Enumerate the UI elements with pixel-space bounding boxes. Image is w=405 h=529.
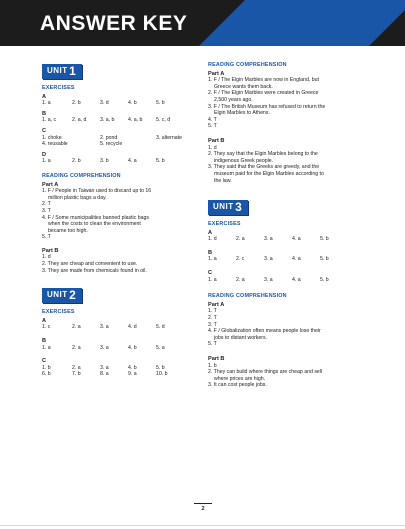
unit-1-part-a-label: Part A xyxy=(42,181,59,188)
unit-3-ex-b-label: B xyxy=(208,249,213,256)
unit-1-ex-c-label: C xyxy=(42,127,47,134)
page-header xyxy=(0,0,405,46)
unit-1-ex-d-label: D xyxy=(42,151,47,158)
unit-2-ex-a-label: A xyxy=(42,317,47,324)
unit-2-rc-title: READING COMPREHENSION xyxy=(208,62,287,68)
unit-2-ex-c-answers-row2: 6. b 7. b 8. a 9. a 10. b xyxy=(42,371,168,378)
unit-2-ex-b-label: B xyxy=(42,338,47,345)
unit-3-part-a-answers: 1. T 2. T 3. T 4. F / Globalization often means people lose their jobs to distant workers. 5. T xyxy=(208,308,321,348)
unit-1-part-a-answers: 1. F / People in Taiwan used to discard up to 16 million plastic bags a day. 2. T 3. T 4. F / Some municipalities banned plastic bags when the costs to clean the environment became too high. 5. T xyxy=(42,188,152,241)
unit-1-rc-title: READING COMPREHENSION xyxy=(42,172,121,179)
unit-3-exercises-title: EXERCISES xyxy=(208,221,241,228)
unit-2-part-b-label: Part B xyxy=(208,137,225,144)
unit-1-ex-c-answers-row1: 1. choke 2. pond 3. alternate xyxy=(42,134,182,141)
unit-1-part-b-label: Part B xyxy=(42,247,59,254)
unit-2-part-b-answers: 1. d 2. They say that the Elgin Marbles belong to the indigenous Greek people. 3. They said that the Greeks are greedy, and the museum paid for the Elgin Marbles according to the law. xyxy=(208,144,324,184)
unit-3-rc-title: READING COMPREHENSION xyxy=(208,293,287,300)
right-column xyxy=(208,62,368,389)
unit-2-part-a-answers: 1. F / The Elgin Marbles are now in England, but Greece wants them back. 2. F / The Elgin Marbles were created in Greece 2,500 years ago. 3. F / The British Museum has refused to return the Elgin Marbles to Athens. 4. T 5. T xyxy=(208,77,326,130)
unit-1-ex-a-label: A xyxy=(42,93,47,100)
unit-3-part-a-label: Part A xyxy=(208,301,225,308)
unit-2-ex-a-answers: 1. c 2. a 3. a 4. d 5. d xyxy=(42,324,165,331)
page-number-rule xyxy=(194,503,212,504)
unit-1-ex-a-answers: 1. a 2. b 3. d 4. b 5. b xyxy=(42,100,165,107)
unit-3-ex-a-label: A xyxy=(208,229,213,236)
unit-1-ex-c-answers-row2: 4. reusable 5. recycle xyxy=(42,141,123,148)
unit-3-ex-c-label: C xyxy=(208,270,213,277)
unit-1-ex-d-answers: 1. a 2. b 3. b 4. a 5. b xyxy=(42,158,165,165)
unit-3-badge: UNIT 3 xyxy=(208,200,248,215)
unit-1-badge: UNIT 1 xyxy=(42,64,82,79)
unit-3-part-b-answers: 1. b 2. They can build where things are cheap and sell where prices are high. 3. It can cost people jobs. xyxy=(208,362,323,389)
unit-1-part-b-answers: 1. d 2. They are cheap and convenient to use. 3. They are made from chemicals found in oil. xyxy=(42,254,147,274)
unit-2-ex-c-answers-row1: 1. b 2. a 3. a 4. b 5. b xyxy=(42,364,165,371)
unit-2-exercises-title: EXERCISES xyxy=(42,309,75,316)
unit-2-ex-b-answers: 1. a 2. a 3. a 4. b 5. a xyxy=(42,344,165,351)
unit-1-exercises-title: EXERCISES xyxy=(42,85,75,91)
unit-1-ex-b-label: B xyxy=(42,110,47,117)
unit-2-part-a-label: Part A xyxy=(208,70,225,77)
unit-1-ex-b-answers: 1. a, c 2. a, d 3. a, b 4. a, b 5. c, d xyxy=(42,117,171,124)
header-accent-stripe xyxy=(199,0,405,46)
left-column xyxy=(42,58,192,378)
page-title: ANSWER KEY xyxy=(40,12,188,35)
unit-3-part-b-label: Part B xyxy=(208,356,225,362)
unit-2-ex-c-label: C xyxy=(42,358,47,365)
unit-2-badge: UNIT 2 xyxy=(42,288,82,303)
unit-3-ex-b-answers: 1. a 2. c 3. a 4. a 5. b xyxy=(208,256,329,263)
unit-3-ex-c-answers: 1. a 2. a 3. a 4. a 5. b xyxy=(208,276,329,283)
unit-3-ex-a-answers: 1. d 2. a 3. a 4. a 5. b xyxy=(208,236,329,243)
page-number: 2 xyxy=(201,506,205,512)
page-bottom-border xyxy=(0,525,405,526)
